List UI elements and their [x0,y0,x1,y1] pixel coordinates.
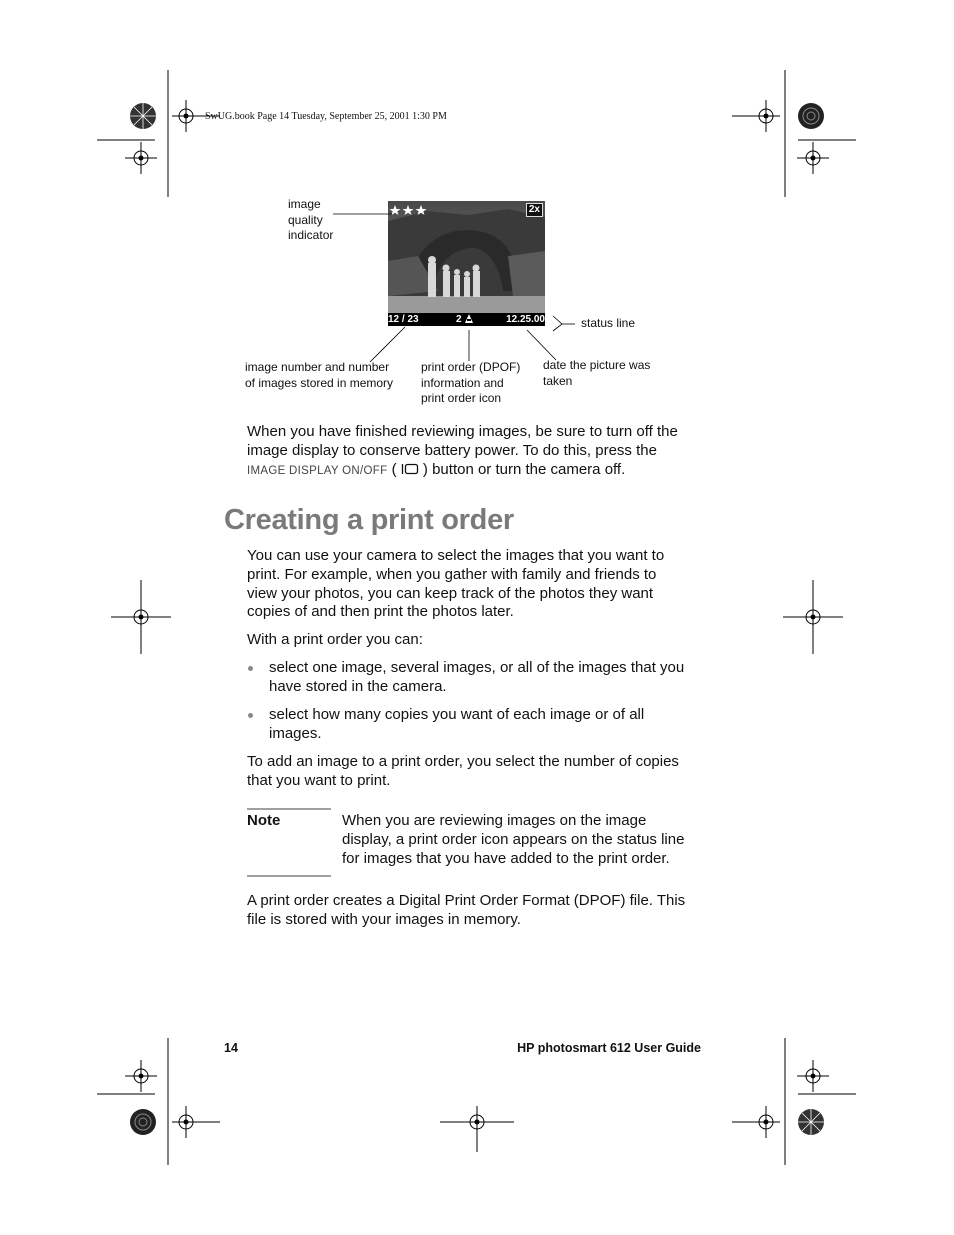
date-value: 12.25.00 [506,314,545,325]
guide-title: HP photosmart 612 User Guide [517,1041,701,1055]
bullet-icon [248,713,253,718]
paragraph-3: To add an image to a print order, you select the number of copies that you want to print. [247,753,679,789]
print-header: SwUG.book Page 14 Tuesday, September 25, 2001 1:30 PM [205,111,447,122]
zoom-badge: 2x [526,203,543,217]
note-text: When you are reviewing images on the image display, a print order icon appears on the status line for images that you have added to the print order. [342,812,685,867]
label-image-number: image number and number of images stored in memory [245,360,394,390]
bullet-item-2: select how many copies you want of each image or of all images. [269,706,645,742]
bullet-icon [248,666,253,671]
page-number: 14 [224,1041,238,1055]
bullet-item-1: select one image, several images, or all of the images that you have stored in the camera. [269,659,685,695]
button-name: IMAGE DISPLAY ON/OFF [247,464,388,477]
section-title: Creating a print order [224,504,514,536]
label-print-order: print order (DPOF) information and print order icon [421,360,521,405]
label-date: date the picture was taken [543,358,651,388]
print-count: 2 [456,314,462,325]
label-quality: image quality indicator [288,197,334,242]
paragraph-2: With a print order you can: [247,631,423,648]
paragraph-1: You can use your camera to select the images that you want to print. For example, when you gather with family and friends to view your photos, you can keep track of the photos they want copies of and then print the photos later. [247,547,665,621]
note-label: Note [247,812,281,829]
image-display-icon [401,462,419,474]
intro-paragraph: When you have finished reviewing images, be sure to turn off the image display to conserve battery power. To do this, press the IMAGE DISPLAY ON/OFF ( ) button or turn the camera off. [247,423,678,478]
image-counter: 12 / 23 [388,314,419,325]
label-status-line: status line [581,316,636,330]
paragraph-4: A print order creates a Digital Print Order Format (DPOF) file. This file is stored with your images in memory. [247,892,686,928]
